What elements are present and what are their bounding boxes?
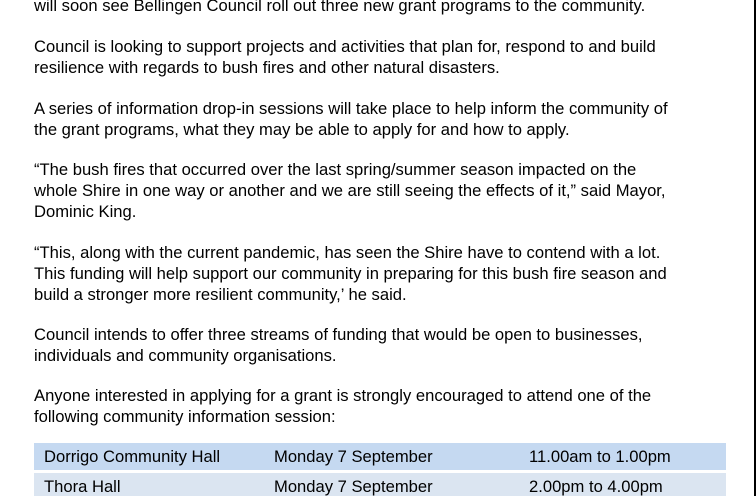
paragraph-line: Dominic King. (34, 202, 137, 221)
paragraph-line: “The bush fires that occurred over the last spring/summer season impacted on the (34, 160, 637, 179)
sessions-table (34, 443, 726, 496)
paragraph-line: Council intends to offer three streams of funding that would be open to businesses, (34, 325, 643, 344)
paragraph-line: A series of information drop-in sessions will take place to help inform the community of (34, 99, 668, 118)
table-row (34, 473, 726, 496)
session-date: Monday 7 September (264, 473, 519, 496)
paragraph-line: whole Shire in one way or another and we are still seeing the effects of it,” said Mayor, (34, 181, 666, 200)
paragraph-line: individuals and community organisations. (34, 346, 337, 365)
paragraph-line: Council is looking to support projects and activities that plan for, respond to and build (34, 37, 656, 56)
paragraph-line: will soon see Bellingen Council roll out three new grant programs to the community. (34, 0, 646, 15)
session-time: 11.00am to 1.00pm (519, 443, 726, 473)
paragraph-funding-streams (34, 324, 734, 366)
paragraph-line: build a stronger more resilient community,’ he said. (34, 285, 407, 304)
paragraph-line: “This, along with the current pandemic, has seen the Shire have to contend with a lot. (34, 243, 661, 262)
session-venue: Thora Hall (34, 473, 264, 496)
session-venue: Dorrigo Community Hall (34, 443, 264, 473)
paragraph-line: resilience with regards to bush fires and other natural disasters. (34, 58, 500, 77)
paragraph-pandemic-quote (34, 242, 734, 305)
paragraph-line: following community information session: (34, 407, 336, 426)
table-row (34, 443, 726, 473)
paragraph-support (34, 36, 734, 78)
session-date: Monday 7 September (264, 443, 519, 473)
paragraph-line: the grant programs, what they may be able to apply for and how to apply. (34, 120, 570, 139)
paragraph-line: Anyone interested in applying for a grant is strongly encouraged to attend one of the (34, 386, 652, 405)
paragraph-mayor-quote (34, 159, 734, 222)
paragraph-line: This funding will help support our community in preparing for this bush fire season and (34, 264, 667, 283)
paragraph-sessions (34, 98, 734, 140)
paragraph-intro (34, 0, 734, 16)
session-time: 2.00pm to 4.00pm (519, 473, 726, 496)
paragraph-attend (34, 385, 734, 427)
